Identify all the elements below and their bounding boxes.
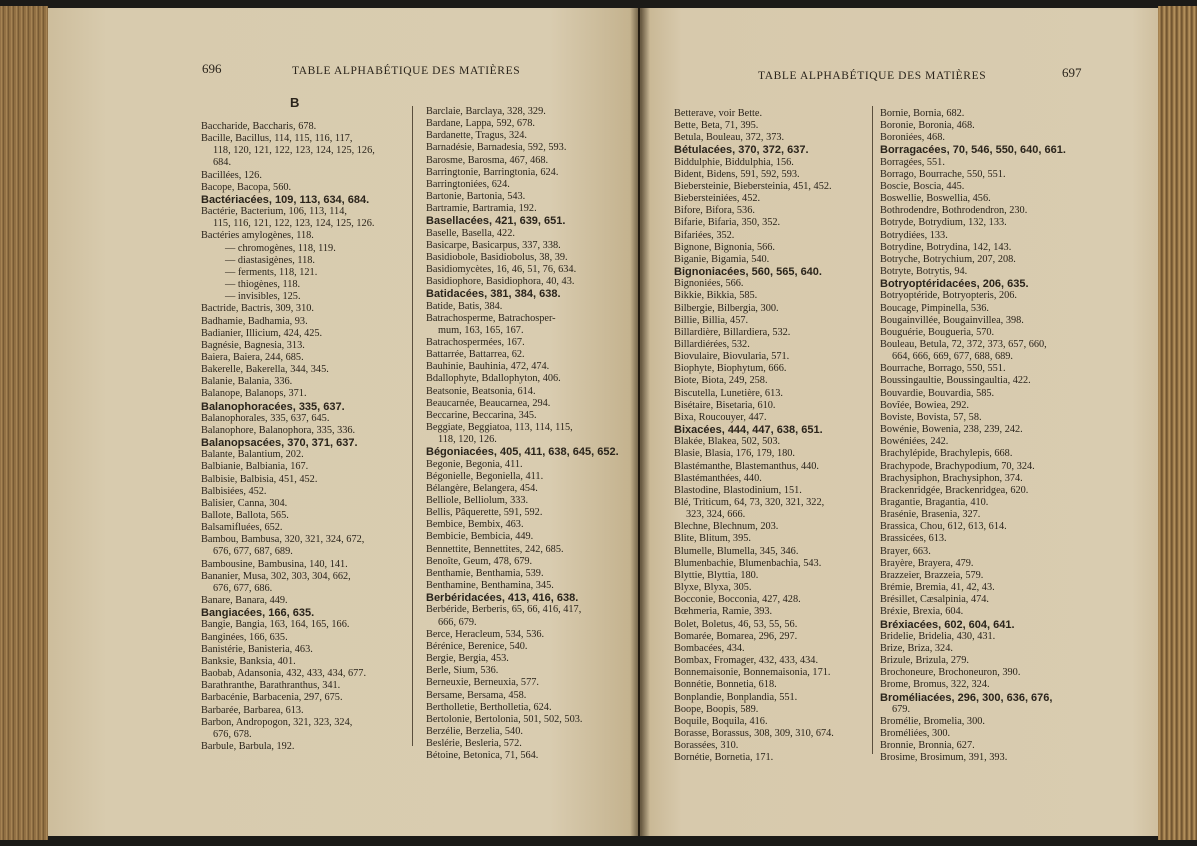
index-entry: Blakée, Blakea, 502, 503.: [674, 436, 781, 448]
index-entry: Beatsonie, Beatsonia, 614.: [426, 385, 536, 397]
index-entry: Bocconie, Bocconia, 427, 428.: [674, 594, 801, 606]
index-entry: Bowénie, Bowenia, 238, 239, 242.: [880, 424, 1023, 436]
index-entry: Bdallophyte, Bdallophyton, 406.: [426, 373, 561, 385]
index-entry: Barclaie, Barclaya, 328, 329.: [426, 106, 546, 117]
index-entry: Balbianie, Balbiania, 167.: [201, 461, 309, 473]
index-entry: Bisétaire, Bisetaria, 610.: [674, 399, 776, 411]
index-entry: Bambousine, Bambusina, 140, 141.: [201, 558, 348, 570]
index-entry: Biddulphie, Biddulphia, 156.: [674, 156, 794, 168]
index-entry: Bactride, Bactris, 309, 310.: [201, 303, 314, 315]
index-entry: Belliole, Belliolum, 333.: [426, 495, 529, 506]
index-entry: Biote, Biota, 249, 258.: [674, 375, 768, 387]
index-entry: Benoîte, Geum, 478, 679.: [426, 555, 533, 567]
index-entry: 676, 677, 686.: [213, 582, 273, 594]
index-entry: Botrydiées, 133.: [880, 229, 948, 241]
index-entry: Beslérie, Besleria, 572.: [426, 738, 522, 750]
index-entry: Basidiomycètes, 16, 46, 51, 76, 634.: [426, 264, 577, 276]
index-entry: Blumenbachie, Blumenbachia, 543.: [674, 557, 822, 569]
index-entry: Beaucarnée, Beaucarnea, 294.: [426, 397, 551, 409]
index-entry: Borragées, 551.: [880, 156, 945, 168]
index-entry: Billie, Billia, 457.: [674, 314, 749, 326]
index-entry: 115, 116, 121, 122, 123, 124, 125, 126.: [213, 218, 375, 230]
index-entry: 323, 324, 666.: [686, 509, 746, 521]
page-number-left: 696: [202, 61, 222, 76]
index-entry: Bauhinie, Bauhinia, 472, 474.: [426, 361, 550, 373]
index-entry: Boquile, Boquila, 416.: [674, 715, 768, 727]
index-entry: Barosme, Barosma, 467, 468.: [426, 154, 549, 166]
index-entry: Bégonielle, Begoniella, 411.: [426, 470, 544, 482]
index-entry: Batidacées, 381, 384, 638.: [426, 288, 561, 301]
index-entry: Barnadésie, Barnadesia, 592, 593.: [426, 142, 567, 154]
index-entry: Ballote, Ballota, 565.: [201, 510, 289, 521]
index-entry: Boviste, Bovista, 57, 58.: [880, 411, 982, 423]
index-entry: Bégoniacées, 405, 411, 638, 645, 652.: [426, 446, 619, 459]
index-entry: Botryoptéride, Botryopteris, 206.: [880, 290, 1017, 302]
index-entry: Boucage, Pimpinella, 536.: [880, 302, 989, 314]
index-entry: Barringtonie, Barringtonia, 624.: [426, 166, 559, 178]
index-entry: Batrachospermées, 167.: [426, 336, 525, 348]
index-entry: Blasie, Blasia, 176, 179, 180.: [674, 448, 795, 460]
index-entry: Bignone, Bignonia, 566.: [674, 241, 775, 253]
index-entry: Borassées, 310.: [674, 740, 739, 752]
running-head-left: TABLE ALPHABÉTIQUE DES MATIÈRES: [292, 65, 521, 77]
index-entry: Bétoine, Betonica, 71, 564.: [426, 750, 539, 762]
index-entry: Batide, Batis, 384.: [426, 300, 503, 312]
index-entry: Berneuxie, Berneuxia, 577.: [426, 677, 539, 689]
index-entry: Blyxe, Blyxa, 305.: [674, 582, 752, 594]
index-entry: Banistérie, Banisteria, 463.: [201, 643, 313, 655]
index-entry: Bignoniées, 566.: [674, 278, 744, 290]
index-column-left-2: [426, 106, 636, 762]
index-entry: Berbéridacées, 413, 416, 638.: [426, 592, 579, 605]
index-entry: Bactérie, Bacterium, 106, 113, 114,: [201, 206, 347, 218]
index-entry: Bactéries amylogènes, 118.: [201, 230, 314, 242]
index-entry: Bélangère, Belangera, 454.: [426, 482, 538, 494]
running-head-right: TABLE ALPHABÉTIQUE DES MATIÈRES: [758, 70, 987, 82]
index-entry: 666, 679.: [438, 616, 477, 628]
index-entry: — ferments, 118, 121.: [225, 266, 318, 278]
index-entry: Bactériacées, 109, 113, 634, 684.: [201, 193, 370, 206]
index-entry: Balanophoracées, 335, 637.: [201, 400, 345, 413]
index-entry: Balanope, Balanops, 371.: [201, 388, 307, 400]
index-entry: Bennettite, Bennettites, 242, 685.: [426, 543, 564, 555]
index-entry: Bette, Beta, 71, 395.: [674, 120, 759, 132]
index-entry: Bixa, Roucouyer, 447.: [674, 411, 767, 423]
index-entry: Billardiérées, 532.: [674, 338, 750, 350]
index-entry: Boope, Boopis, 589.: [674, 703, 759, 715]
index-entry: Bonnétie, Bonnetia, 618.: [674, 679, 777, 691]
index-entry: Biscutella, Lunetière, 613.: [674, 387, 783, 399]
index-entry: Blyttie, Blyttia, 180.: [674, 569, 759, 581]
index-entry: Bifarie, Bifaria, 350, 352.: [674, 217, 781, 229]
index-entry: Balanophore, Balanophora, 335, 336.: [201, 424, 356, 436]
index-entry: Bagnésie, Bagnesia, 313.: [201, 339, 305, 351]
index-entry: Bréxie, Brexia, 604.: [880, 606, 964, 618]
index-entry: Bétulacées, 370, 372, 637.: [674, 144, 809, 157]
index-entry: Biebersteinie, Biebersteinia, 451, 452.: [674, 180, 832, 192]
index-entry: 118, 120, 126.: [438, 434, 497, 446]
index-entry: Bragantie, Bragantia, 410.: [880, 497, 989, 508]
index-entry: Bréxiacées, 602, 604, 641.: [880, 618, 1015, 631]
index-entry: — diastasigènes, 118.: [225, 254, 315, 266]
index-entry: Beccarine, Beccarina, 345.: [426, 409, 537, 421]
index-entry: Beggiate, Beggiatoa, 113, 114, 115,: [426, 422, 573, 434]
index-entry: Betterave, voir Bette.: [674, 108, 763, 119]
index-entry: Biophyte, Biophytum, 666.: [674, 363, 787, 375]
index-entry: Bornie, Bornia, 682.: [880, 108, 965, 119]
index-entry: 664, 666, 669, 677, 688, 689.: [892, 351, 1013, 363]
index-entry: Betula, Bouleau, 372, 373.: [674, 132, 785, 144]
index-entry: Botryde, Botrydium, 132, 133.: [880, 217, 1007, 229]
index-entry: Blechne, Blechnum, 203.: [674, 521, 779, 533]
index-entry: Boussingaultie, Boussingaultia, 422.: [880, 375, 1031, 387]
index-entry: Bovîée, Bowiea, 292.: [880, 399, 969, 411]
right-page: [640, 8, 1158, 836]
index-entry: Barathranthe, Barathranthus, 341.: [201, 680, 341, 692]
index-entry: Bardane, Lappa, 592, 678.: [426, 118, 535, 130]
index-entry: Baobab, Adansonia, 432, 433, 434, 677.: [201, 668, 367, 680]
index-entry: Boscie, Boscia, 445.: [880, 180, 965, 192]
index-entry: Bombax, Fromager, 432, 433, 434.: [674, 655, 819, 667]
index-entry: Bertolonie, Bertolonia, 501, 502, 503.: [426, 713, 583, 725]
index-entry: Basellacées, 421, 639, 651.: [426, 215, 566, 228]
index-entry: Badhamie, Badhamia, 93.: [201, 315, 308, 327]
book-page-edges-right: [1158, 6, 1197, 840]
index-entry: Brachypode, Brachypodium, 70, 324.: [880, 460, 1035, 472]
index-entry: Billardière, Billardiera, 532.: [674, 326, 791, 338]
index-entry: Balanophorales, 335, 637, 645.: [201, 412, 330, 424]
index-entry: Bridelie, Bridelia, 430, 431.: [880, 630, 996, 642]
index-entry: Batrachosperme, Batrachosper-: [426, 312, 556, 324]
index-entry: Botryche, Botrychium, 207, 208.: [880, 253, 1016, 265]
index-entry: Begonie, Begonia, 411.: [426, 458, 523, 470]
index-entry: Balanopsacées, 370, 371, 637.: [201, 437, 358, 450]
index-entry: Blastodine, Blastodinium, 151.: [674, 484, 802, 496]
index-entry: Bifore, Bifora, 536.: [674, 205, 755, 217]
index-entry: Berle, Sium, 536.: [426, 665, 499, 677]
index-entry: Bananier, Musa, 302, 303, 304, 662,: [201, 570, 351, 582]
index-entry: Bacille, Bacillus, 114, 115, 116, 117,: [201, 133, 353, 145]
index-entry: Bilbergie, Bilbergia, 300.: [674, 302, 779, 314]
index-entry: 118, 120, 121, 122, 123, 124, 125, 126,: [213, 145, 375, 157]
index-entry: Brochoneure, Brochoneuron, 390.: [880, 667, 1021, 679]
index-entry: Brachylépide, Brachylepis, 668.: [880, 448, 1013, 460]
index-entry: Bikkie, Bikkia, 585.: [674, 290, 758, 302]
index-entry: Bembicie, Bembicia, 449.: [426, 531, 534, 543]
index-entry: — thiogènes, 118.: [225, 279, 301, 291]
index-entry: Baccharide, Baccharis, 678.: [201, 121, 317, 132]
index-entry: Brome, Bromus, 322, 324.: [880, 679, 990, 691]
index-entry: Baiera, Baiera, 244, 685.: [201, 351, 304, 363]
book-page-edges-left: [0, 6, 48, 840]
index-entry: Bartramie, Bartramia, 192.: [426, 203, 537, 215]
index-entry: Basicarpe, Basicarpus, 337, 338.: [426, 239, 561, 251]
index-entry: 679.: [892, 703, 911, 715]
index-entry: Bakerelle, Bakerella, 344, 345.: [201, 364, 329, 376]
section-letter: B: [290, 95, 300, 110]
index-entry: — invisibles, 125.: [225, 291, 301, 303]
index-entry: Barringtoniées, 624.: [426, 178, 510, 190]
index-entry: Barbacénie, Barbacenia, 297, 675.: [201, 692, 343, 704]
index-entry: Blé, Triticum, 64, 73, 320, 321, 322,: [674, 497, 825, 508]
index-entry: Bellis, Pâquerette, 591, 592.: [426, 507, 543, 519]
index-entry: Balsamifluées, 652.: [201, 522, 283, 534]
index-entry: Bouguérie, Bougueria, 570.: [880, 326, 995, 338]
page-number-right: 697: [1062, 65, 1082, 80]
index-entry: Boroniées, 468.: [880, 132, 945, 144]
index-entry: Boronie, Boronia, 468.: [880, 120, 975, 132]
index-entry: Brassica, Chou, 612, 613, 614.: [880, 521, 1007, 533]
index-entry: Balbisie, Balbisia, 451, 452.: [201, 473, 318, 485]
index-entry: Bersame, Bersama, 458.: [426, 689, 527, 701]
index-entry: Bembice, Bembix, 463.: [426, 519, 524, 531]
index-entry: Baselle, Basella, 422.: [426, 227, 515, 239]
index-entry: Berce, Heracleum, 534, 536.: [426, 628, 545, 640]
index-entry: Bangie, Bangia, 163, 164, 165, 166.: [201, 619, 350, 631]
index-entry: Blumelle, Blumella, 345, 346.: [674, 545, 799, 557]
index-entry: Banksie, Banksia, 401.: [201, 655, 296, 667]
index-entry: Boswellie, Boswellia, 456.: [880, 193, 991, 205]
index-entry: 676, 677, 687, 689.: [213, 546, 293, 558]
index-entry: Brayer, 663.: [880, 545, 931, 557]
index-entry: Broméliacées, 296, 300, 636, 676,: [880, 691, 1053, 704]
index-entry: Broméliées, 300.: [880, 727, 951, 739]
index-entry: Bangiacées, 166, 635.: [201, 607, 315, 620]
index-entry: Bambou, Bambusa, 320, 321, 324, 672,: [201, 534, 365, 546]
index-entry: Bromélie, Bromelia, 300.: [880, 715, 985, 727]
index-entry: Benthamie, Benthamia, 539.: [426, 567, 544, 579]
index-entry: Bronnie, Bronnia, 627.: [880, 740, 975, 752]
index-entry: Bertholletie, Bertholletia, 624.: [426, 701, 552, 713]
index-column-right-1: [674, 108, 874, 764]
index-entry: Banare, Banara, 449.: [201, 595, 288, 607]
index-entry: Bifariées, 352.: [674, 229, 735, 241]
index-entry: Blastémanthe, Blastemanthus, 440.: [674, 460, 819, 472]
index-entry: Brazzeier, Brazzeia, 579.: [880, 569, 984, 581]
index-entry: Blastémanthées, 440.: [674, 472, 762, 484]
index-entry: Bolet, Boletus, 46, 53, 55, 56.: [674, 618, 798, 630]
index-entry: Bombacées, 434.: [674, 642, 745, 654]
index-entry: Banginées, 166, 635.: [201, 631, 288, 643]
index-entry: Bident, Bidens, 591, 592, 593.: [674, 168, 800, 180]
index-entry: Brackenridgée, Brackenridgea, 620.: [880, 484, 1029, 496]
index-entry: Biovulaire, Biovularia, 571.: [674, 351, 790, 363]
index-entry: Berzélie, Berzelia, 540.: [426, 725, 523, 737]
column-rule-left: [412, 106, 413, 746]
index-entry: — chromogènes, 118, 119.: [225, 242, 336, 254]
index-entry: Biebersteiniées, 452.: [674, 193, 761, 205]
index-entry: Barbule, Barbula, 192.: [201, 740, 295, 752]
index-entry: Bœhmeria, Ramie, 393.: [674, 606, 773, 618]
index-entry: Battarrée, Battarrea, 62.: [426, 349, 525, 361]
index-entry: Borragacées, 70, 546, 550, 640, 661.: [880, 144, 1066, 157]
column-rule-right: [872, 106, 873, 754]
index-entry: Bouleau, Betula, 72, 372, 373, 657, 660,: [880, 338, 1047, 350]
index-entry: Badianier, Illicium, 424, 425.: [201, 327, 323, 339]
index-entry: Biganie, Bigamia, 540.: [674, 253, 770, 265]
index-entry: Basidiophore, Basidiophora, 40, 43.: [426, 276, 575, 288]
book-gutter: [630, 8, 650, 836]
index-entry: Bothrodendre, Bothrodendron, 230.: [880, 205, 1028, 217]
index-entry: Bérénice, Berenice, 540.: [426, 640, 528, 652]
index-entry: Bougainvillée, Bougainvillea, 398.: [880, 314, 1024, 326]
index-entry: Bonplandie, Bonplandia, 551.: [674, 691, 798, 703]
index-entry: Botryte, Botrytis, 94.: [880, 266, 968, 278]
index-entry: Bardanette, Tragus, 324.: [426, 130, 527, 142]
index-entry: Bixacées, 444, 447, 638, 651.: [674, 424, 823, 437]
index-entry: Brize, Briza, 324.: [880, 642, 953, 654]
index-entry: Bourrache, Borrago, 550, 551.: [880, 363, 1006, 375]
index-entry: Basidiobole, Basidiobolus, 38, 39.: [426, 251, 568, 263]
index-entry: Brachysiphon, Brachysiphon, 374.: [880, 472, 1023, 484]
index-entry: Borrago, Bourrache, 550, 551.: [880, 168, 1006, 180]
index-entry: Brasénie, Brasenia, 327.: [880, 509, 981, 521]
index-entry: Balante, Balantium, 202.: [201, 449, 304, 461]
index-entry: Bornétie, Bornetia, 171.: [674, 752, 774, 764]
index-entry: Bowéniées, 242.: [880, 436, 949, 448]
index-entry: Bergie, Bergia, 453.: [426, 653, 509, 665]
index-entry: Balisier, Canna, 304.: [201, 497, 288, 509]
index-entry: Brayère, Brayera, 479.: [880, 557, 974, 569]
index-entry: Balanie, Balania, 336.: [201, 376, 293, 388]
index-entry: Botryoptéridacées, 206, 635.: [880, 278, 1029, 291]
index-entry: Botrydine, Botrydina, 142, 143.: [880, 241, 1012, 253]
index-entry: Borasse, Borassus, 308, 309, 310, 674.: [674, 727, 834, 739]
index-entry: Brésillet, Cæsalpinia, 474.: [880, 594, 989, 606]
index-entry: Bacope, Bacopa, 560.: [201, 181, 292, 193]
index-entry: Brizule, Brizula, 279.: [880, 655, 969, 667]
left-page: [48, 8, 638, 836]
index-entry: 684.: [213, 157, 232, 169]
index-entry: Brémie, Bremia, 41, 42, 43.: [880, 582, 995, 594]
index-entry: Berbéride, Berberis, 65, 66, 416, 417,: [426, 604, 582, 616]
index-column-left-1: [201, 121, 406, 753]
index-entry: Benthamine, Benthamina, 345.: [426, 580, 554, 592]
index-entry: Bignoniacées, 560, 565, 640.: [674, 266, 822, 279]
index-entry: Bouvardie, Bouvardia, 585.: [880, 387, 995, 399]
index-entry: Blite, Blitum, 395.: [674, 533, 751, 545]
index-entry: Barbon, Andropogon, 321, 323, 324,: [201, 716, 353, 728]
index-entry: Brosime, Brosimum, 391, 393.: [880, 752, 1008, 764]
index-entry: Bomarée, Bomarea, 296, 297.: [674, 630, 798, 642]
index-entry: Bonnemaisonie, Bonnemaisonia, 171.: [674, 667, 831, 679]
index-entry: mum, 163, 165, 167.: [438, 324, 524, 336]
index-entry: Bacillées, 126.: [201, 169, 262, 181]
index-entry: Balbisiées, 452.: [201, 485, 267, 497]
index-entry: 676, 678.: [213, 728, 252, 740]
index-entry: Barbarée, Barbarea, 613.: [201, 704, 304, 716]
index-entry: Brassicées, 613.: [880, 533, 947, 545]
index-column-right-2: [880, 108, 1090, 764]
index-entry: Bartonie, Bartonia, 543.: [426, 191, 526, 203]
